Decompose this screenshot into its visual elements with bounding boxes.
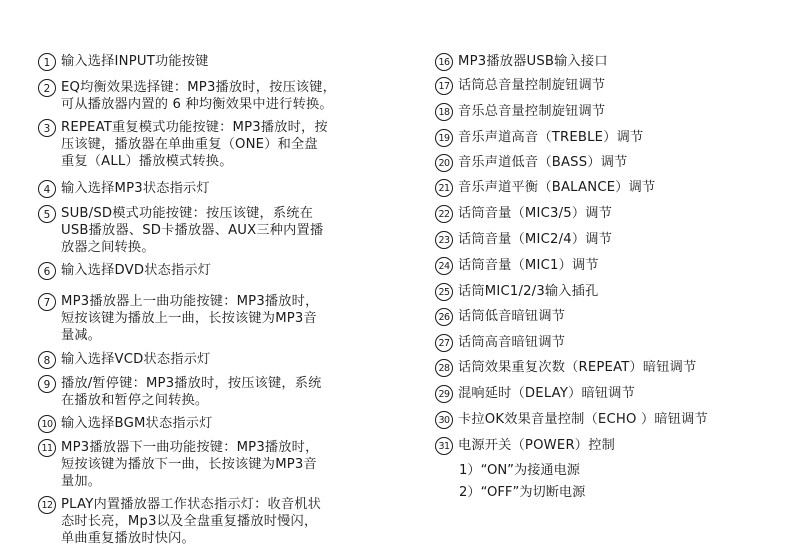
list-item: [38, 79, 336, 113]
list-item: [435, 257, 599, 275]
item-text: 话筒MIC1/2/3输入插孔: [458, 284, 599, 299]
item-text: 话筒音量（MIC1）调节: [458, 258, 599, 273]
item-number: 16: [435, 53, 453, 71]
item-number: 26: [435, 308, 453, 326]
item-text: USB播放器、SD卡播放器、AUX三种内置播: [61, 223, 324, 238]
power-on-note: 1）“ON”为接通电源: [459, 463, 580, 478]
item-number: 2: [38, 79, 56, 97]
list-item: [435, 385, 635, 403]
list-item: [38, 53, 209, 71]
item-text: 可从播放器内置的 6 种均衡效果中进行转换。: [61, 97, 333, 112]
item-text: 电源开关（POWER）控制: [458, 438, 615, 453]
list-item: [435, 283, 598, 301]
item-text: 话筒效果重复次数（REPEAT）暗钮调节: [458, 360, 697, 375]
item-text: 压该键，播放器在单曲重复（ONE）和全盘: [61, 137, 318, 152]
item-number: 6: [38, 262, 56, 280]
item-text: 输入选择MP3状态指示灯: [61, 181, 210, 196]
item-text: 音乐总音量控制旋钮调节: [458, 104, 606, 119]
list-item: [435, 53, 608, 71]
item-number: 21: [435, 179, 453, 197]
item-text: SUB/SD模式功能按键：按压该键，系统在: [61, 206, 314, 221]
item-number: 31: [435, 437, 453, 455]
list-item: [435, 308, 565, 326]
item-text: 输入选择VCD状态指示灯: [61, 352, 211, 367]
list-item: [435, 231, 612, 249]
item-text: 短按该键为播放上一曲，长按该键为MP3音: [61, 311, 317, 326]
item-number: 20: [435, 154, 453, 172]
item-text: 播放/暂停键：MP3播放时，按压该键，系统: [61, 376, 322, 391]
item-text: 话筒总音量控制旋钮调节: [458, 78, 606, 93]
power-off-note: 2）“OFF”为切断电源: [459, 485, 586, 500]
item-text: 态时长亮，Mp3以及全盘重复播放时慢闪，: [61, 514, 318, 529]
item-number: 11: [38, 439, 56, 457]
item-text: 输入选择INPUT功能按键: [61, 54, 209, 69]
item-text: EQ均衡效果选择键：MP3播放时，按压该键，: [61, 80, 337, 95]
item-text: 量减。: [61, 328, 102, 343]
list-item: [38, 439, 318, 490]
item-number: 27: [435, 334, 453, 352]
list-item: [38, 351, 210, 369]
item-text: 混响延时（DELAY）暗钮调节: [458, 386, 636, 401]
item-text: 重复（ALL）播放模式转换。: [61, 154, 233, 169]
list-item: [435, 205, 612, 223]
item-number: 19: [435, 129, 453, 147]
item-text: 话筒音量（MIC3/5）调节: [458, 206, 612, 221]
item-text: 放器之间转换。: [61, 240, 155, 255]
item-number: 1: [38, 53, 56, 71]
item-text: 量加。: [61, 474, 102, 489]
list-item: [435, 154, 628, 172]
list-item: [38, 205, 323, 256]
list-item: [435, 359, 696, 377]
item-number: 5: [38, 205, 56, 223]
list-item: [435, 334, 565, 352]
item-text: 卡拉OK效果音量控制（ECHO ）暗钮调节: [458, 412, 708, 427]
item-text: REPEAT重复模式功能按键：MP3播放时，按: [61, 120, 328, 135]
item-text: 话筒低音暗钮调节: [458, 309, 566, 324]
item-number: 4: [38, 180, 56, 198]
item-number: 29: [435, 385, 453, 403]
item-text: MP3播放器USB输入接口: [458, 54, 608, 69]
list-item: [435, 103, 605, 121]
item-text: 短按该键为播放下一曲，长按该键为MP3音: [61, 457, 317, 472]
item-number: 30: [435, 411, 453, 429]
item-number: 17: [435, 77, 453, 95]
list-item: [38, 262, 211, 280]
item-number: 23: [435, 231, 453, 249]
item-text: 音乐声道高音（TREBLE）调节: [458, 130, 644, 145]
list-item: [435, 77, 605, 95]
list-item: [38, 180, 210, 198]
list-item: [435, 437, 615, 455]
list-item: [435, 179, 655, 197]
list-item: [435, 129, 643, 147]
list-item: [38, 375, 322, 409]
item-number: 25: [435, 283, 453, 301]
item-text: PLAY内置播放器工作状态指示灯：收音机状: [61, 497, 322, 512]
list-item: [38, 119, 328, 170]
item-text: 话筒音量（MIC2/4）调节: [458, 232, 612, 247]
list-item: [435, 411, 708, 429]
list-item: [38, 415, 213, 433]
item-text: 输入选择BGM状态指示灯: [61, 416, 213, 431]
item-text: 音乐声道平衡（BALANCE）调节: [458, 180, 656, 195]
item-number: 24: [435, 257, 453, 275]
item-number: 3: [38, 119, 56, 137]
list-item: [38, 496, 321, 547]
item-text: MP3播放器上一曲功能按键：MP3播放时，: [61, 294, 319, 309]
list-item: [38, 293, 318, 344]
item-number: 7: [38, 293, 56, 311]
item-number: 18: [435, 103, 453, 121]
item-number: 9: [38, 375, 56, 393]
item-text: 单曲重复播放时快闪。: [61, 531, 195, 546]
item-text: 输入选择DVD状态指示灯: [61, 263, 212, 278]
item-number: 8: [38, 351, 56, 369]
item-text: 在播放和暂停之间转换。: [61, 393, 209, 408]
item-text: 音乐声道低音（BASS）调节: [458, 155, 628, 170]
item-text: MP3播放器下一曲功能按键：MP3播放时，: [61, 440, 319, 455]
item-number: 10: [38, 415, 56, 433]
item-text: 话筒高音暗钮调节: [458, 335, 566, 350]
item-number: 28: [435, 359, 453, 377]
item-number: 12: [38, 496, 56, 514]
item-number: 22: [435, 205, 453, 223]
